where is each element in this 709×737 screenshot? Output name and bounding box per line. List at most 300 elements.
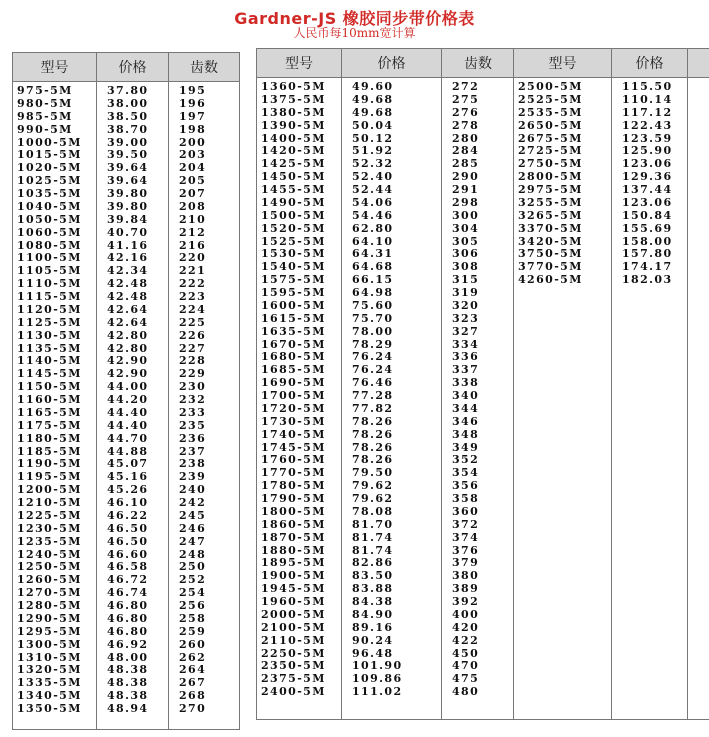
table-cell: 37.80 (107, 85, 149, 97)
table-cell: 980-5M (17, 97, 73, 110)
table-cell: 338 (452, 377, 480, 390)
table-cell: 44.88 (107, 445, 149, 458)
table-cell: 42.90 (107, 368, 149, 381)
table-cell: 51.92 (352, 145, 394, 158)
table-cell: 1680-5M (261, 351, 326, 364)
table-cell: 239 (179, 471, 207, 484)
header-model: 型号 (514, 49, 612, 77)
table-cell: 1870-5M (261, 531, 326, 544)
table-cell: 78.29 (352, 338, 394, 351)
table-cell: 2525-5M (518, 93, 583, 106)
table-cell: 480 (452, 686, 480, 699)
table-cell: 450 (452, 647, 480, 660)
table-cell: 230 (179, 381, 207, 394)
table-cell: 1455-5M (261, 184, 326, 196)
table-cell: 232 (179, 394, 207, 406)
table-cell: 360 (452, 505, 480, 518)
table-cell: 90.24 (352, 634, 394, 647)
table-cell: 49.68 (352, 93, 394, 106)
table-cell: 38.50 (107, 110, 149, 123)
table-cell: 210 (179, 213, 207, 226)
table-cell: 48.38 (107, 677, 149, 690)
table-cell: 39.80 (107, 188, 149, 200)
table-cell: 1520-5M (261, 222, 326, 235)
table-cell: 226 (179, 329, 207, 342)
table-cell: 224 (179, 303, 207, 316)
table-cell: 3265-5M (518, 209, 583, 222)
table-cell: 109.86 (352, 673, 403, 686)
table-cell: 123.06 (622, 158, 673, 171)
table-cell: 52.32 (352, 158, 394, 171)
table-cell: 1745-5M (261, 441, 326, 454)
table-cell: 1595-5M (261, 287, 326, 299)
table-cell: 1130-5M (17, 329, 82, 342)
table-cell: 1635-5M (261, 325, 326, 338)
table-cell: 42.90 (107, 355, 149, 368)
table-cell: 82.86 (352, 557, 394, 570)
table-cell: 990-5M (17, 123, 73, 136)
table-cell: 1260-5M (17, 574, 82, 587)
table-cell: 2350-5M (261, 660, 326, 673)
table-cell: 41.16 (107, 239, 149, 252)
table-cell: 275 (452, 93, 480, 106)
table-cell: 155.69 (622, 222, 673, 235)
table-cell: 174.17 (622, 261, 673, 274)
table-cell: 304 (452, 222, 480, 235)
table-cell: 48.94 (107, 703, 149, 715)
table-cell: 39.50 (107, 149, 149, 162)
table-cell: 1110-5M (17, 278, 82, 291)
table-cell: 52.44 (352, 184, 394, 196)
table-cell: 203 (179, 149, 207, 162)
table-cell: 229 (179, 368, 207, 381)
table-cell: 1780-5M (261, 480, 326, 493)
table-cell: 42.64 (107, 316, 149, 329)
table-cell: 240 (179, 484, 207, 497)
table-cell: 1105-5M (17, 265, 82, 278)
table-cell: 46.50 (107, 535, 149, 548)
table-cell: 44.40 (107, 406, 149, 419)
table-cell: 46.80 (107, 600, 149, 612)
table-cell: 40.70 (107, 226, 149, 239)
table-cell: 223 (179, 291, 207, 303)
table-cell: 1720-5M (261, 402, 326, 415)
table-cell: 284 (452, 145, 480, 158)
table-cell: 268 (179, 690, 207, 703)
teeth-column (442, 78, 514, 719)
table-cell: 1400-5M (261, 132, 326, 145)
table-cell: 1240-5M (17, 548, 82, 561)
price-table-2 (256, 48, 515, 720)
teeth-column (169, 82, 239, 729)
table-cell: 1945-5M (261, 583, 326, 596)
table-cell: 334 (452, 338, 480, 351)
table-cell: 327 (452, 325, 480, 338)
table-cell: 1015-5M (17, 149, 82, 162)
table-cell: 2750-5M (518, 158, 583, 171)
table-cell: 2650-5M (518, 119, 583, 132)
table-cell: 137.44 (622, 184, 673, 196)
table-cell: 54.46 (352, 209, 394, 222)
table-cell: 44.40 (107, 419, 149, 432)
table-cell: 298 (452, 196, 480, 209)
table-cell: 200 (179, 136, 207, 149)
table-cell: 46.72 (107, 574, 149, 587)
table-cell: 1860-5M (261, 518, 326, 531)
table-cell: 319 (452, 287, 480, 299)
table-cell: 346 (452, 415, 480, 428)
table-cell: 38.70 (107, 123, 149, 136)
table-cell: 1700-5M (261, 390, 326, 402)
header-model: 型号 (257, 49, 342, 77)
table-cell: 975-5M (17, 85, 73, 97)
table-cell: 392 (452, 596, 480, 608)
table-cell: 1200-5M (17, 484, 82, 497)
table-cell: 246 (179, 522, 207, 535)
table-cell: 349 (452, 441, 480, 454)
header-price: 价格 (97, 53, 169, 81)
table-cell: 2725-5M (518, 145, 583, 158)
table-cell: 46.80 (107, 625, 149, 638)
table-cell: 42.64 (107, 303, 149, 316)
model-column (514, 78, 612, 719)
table-cell: 270 (179, 703, 207, 715)
table-cell: 1360-5M (261, 81, 326, 93)
table-cell: 1175-5M (17, 419, 82, 432)
table-cell: 306 (452, 248, 480, 261)
table-cell: 220 (179, 252, 207, 265)
table-cell: 1035-5M (17, 188, 82, 200)
table-cell: 242 (179, 497, 207, 509)
table-cell: 379 (452, 557, 480, 570)
table-cell: 50.04 (352, 119, 394, 132)
table-cell: 75.60 (352, 299, 394, 312)
table-cell: 3420-5M (518, 235, 583, 248)
table-cell: 323 (452, 312, 480, 325)
table-cell: 1530-5M (261, 248, 326, 261)
table-cell: 110.14 (622, 93, 673, 106)
price-table-3 (513, 48, 709, 720)
table-cell: 1000-5M (17, 136, 82, 149)
table-cell: 101.90 (352, 660, 403, 673)
table-cell: 195 (179, 85, 207, 97)
table-cell: 77.82 (352, 402, 394, 415)
table-cell: 78.26 (352, 441, 394, 454)
table-cell: 1350-5M (17, 703, 82, 715)
table-cell: 204 (179, 162, 207, 175)
table-cell: 3750-5M (518, 248, 583, 261)
table-cell: 48.38 (107, 690, 149, 703)
table-cell: 352 (452, 454, 480, 467)
table-cell: 245 (179, 509, 207, 522)
table-cell: 150.84 (622, 209, 673, 222)
table-cell: 1525-5M (261, 235, 326, 248)
table-cell: 225 (179, 316, 207, 329)
table-cell: 1180-5M (17, 432, 82, 445)
table-cell: 354 (452, 467, 480, 480)
price-table-1 (12, 52, 240, 730)
table-cell: 83.88 (352, 583, 394, 596)
table-cell: 2000-5M (261, 608, 326, 621)
table-cell: 84.38 (352, 596, 394, 608)
table-cell: 308 (452, 261, 480, 274)
table-cell: 48.00 (107, 651, 149, 664)
table-cell: 48.38 (107, 664, 149, 677)
table-cell: 1730-5M (261, 415, 326, 428)
table-cell: 1235-5M (17, 535, 82, 548)
header-model: 型号 (13, 53, 97, 81)
table-cell: 1270-5M (17, 587, 82, 600)
table-cell: 46.60 (107, 548, 149, 561)
table-cell: 1320-5M (17, 664, 82, 677)
table-cell: 89.16 (352, 621, 394, 634)
table-cell: 374 (452, 531, 480, 544)
table-cell: 262 (179, 651, 207, 664)
table-cell: 1770-5M (261, 467, 326, 480)
table-cell: 1575-5M (261, 274, 326, 287)
table-cell: 54.06 (352, 196, 394, 209)
table-cell: 260 (179, 638, 207, 651)
table-cell: 197 (179, 110, 207, 123)
table-cell: 1100-5M (17, 252, 82, 265)
table-cell: 1450-5M (261, 171, 326, 184)
table-cell: 1800-5M (261, 505, 326, 518)
table-cell: 1160-5M (17, 394, 82, 406)
table-cell: 115.50 (622, 81, 673, 93)
table-cell: 1195-5M (17, 471, 82, 484)
header-teeth: 齿数 (190, 60, 218, 76)
table-cell: 117.12 (622, 106, 673, 119)
table-cell: 256 (179, 600, 207, 612)
table-cell: 290 (452, 171, 480, 184)
table-cell: 1690-5M (261, 377, 326, 390)
table-cell: 1380-5M (261, 106, 326, 119)
table-cell: 64.31 (352, 248, 394, 261)
price-column (342, 78, 442, 719)
table-cell: 76.24 (352, 351, 394, 364)
table-cell: 1880-5M (261, 544, 326, 557)
table-cell: 1135-5M (17, 342, 82, 355)
model-column (13, 82, 97, 729)
table-cell: 1670-5M (261, 338, 326, 351)
table-cell: 216 (179, 239, 207, 252)
table-cell: 122.43 (622, 119, 673, 132)
table-cell: 81.70 (352, 518, 394, 531)
table-cell: 123.06 (622, 196, 673, 209)
table-cell: 79.62 (352, 480, 394, 493)
table-cell: 285 (452, 158, 480, 171)
table-cell: 2250-5M (261, 647, 326, 660)
table-cell: 198 (179, 123, 207, 136)
table-cell: 300 (452, 209, 480, 222)
table-cell: 212 (179, 226, 207, 239)
table-cell: 380 (452, 570, 480, 583)
table-cell: 248 (179, 548, 207, 561)
table-cell: 2800-5M (518, 171, 583, 184)
table-cell: 238 (179, 458, 207, 471)
table-cell: 264 (179, 664, 207, 677)
table-cell: 222 (179, 278, 207, 291)
table-cell: 62.80 (352, 222, 394, 235)
table-cell: 4260-5M (518, 274, 583, 287)
table-cell: 250 (179, 561, 207, 574)
table-cell: 46.22 (107, 509, 149, 522)
table-cell: 1540-5M (261, 261, 326, 274)
table-cell: 1125-5M (17, 316, 82, 329)
table-cell: 1490-5M (261, 196, 326, 209)
table-cell: 52.40 (352, 171, 394, 184)
table-cell: 221 (179, 265, 207, 278)
table-cell: 1150-5M (17, 381, 82, 394)
table-cell: 66.15 (352, 274, 394, 287)
table-cell: 1335-5M (17, 677, 82, 690)
table-cell: 49.60 (352, 81, 394, 93)
table-cell: 1020-5M (17, 162, 82, 175)
table-cell: 272 (452, 81, 480, 93)
page-title: Gardner-JS 橡胶同步带价格表 (234, 9, 475, 28)
table-cell: 1600-5M (261, 299, 326, 312)
table-cell: 1790-5M (261, 493, 326, 505)
table-cell: 420 (452, 621, 480, 634)
table-cell: 291 (452, 184, 480, 196)
table-cell: 44.70 (107, 432, 149, 445)
table-cell: 129.36 (622, 171, 673, 184)
page-subtitle: 人民币每10mm宽计算 (293, 26, 416, 40)
table-cell: 81.74 (352, 544, 394, 557)
price-column (97, 82, 169, 729)
table-cell: 2535-5M (518, 106, 583, 119)
table-cell: 1025-5M (17, 175, 82, 188)
table-cell: 78.00 (352, 325, 394, 338)
table-cell: 389 (452, 583, 480, 596)
table-cell: 315 (452, 274, 480, 287)
table-cell: 376 (452, 544, 480, 557)
table-cell: 340 (452, 390, 480, 402)
header-price: 价格 (342, 49, 442, 77)
table-cell: 158.00 (622, 235, 673, 248)
table-cell: 46.80 (107, 612, 149, 625)
table-cell: 2400-5M (261, 686, 326, 699)
table-cell: 208 (179, 200, 207, 213)
table-cell: 1295-5M (17, 625, 82, 638)
table-cell: 1740-5M (261, 428, 326, 441)
table-cell: 50.12 (352, 132, 394, 145)
table-cell: 1040-5M (17, 200, 82, 213)
table-cell: 1390-5M (261, 119, 326, 132)
table-header (514, 49, 709, 78)
table-cell: 39.64 (107, 162, 149, 175)
table-cell: 1145-5M (17, 368, 82, 381)
table-cell: 45.16 (107, 471, 149, 484)
table-cell: 75.70 (352, 312, 394, 325)
table-cell: 1375-5M (261, 93, 326, 106)
table-cell: 348 (452, 428, 480, 441)
table-cell: 81.74 (352, 531, 394, 544)
table-cell: 77.28 (352, 390, 394, 402)
table-cell: 1190-5M (17, 458, 82, 471)
table-cell: 123.59 (622, 132, 673, 145)
table-cell: 111.02 (352, 686, 403, 699)
table-cell: 64.98 (352, 287, 394, 299)
table-cell: 3770-5M (518, 261, 583, 274)
table-cell: 46.50 (107, 522, 149, 535)
table-cell: 46.74 (107, 587, 149, 600)
table-cell: 237 (179, 445, 207, 458)
table-cell: 78.26 (352, 415, 394, 428)
price-column (612, 78, 688, 719)
table-cell: 79.62 (352, 493, 394, 505)
table-cell: 39.64 (107, 175, 149, 188)
partial-column (688, 78, 709, 719)
table-cell: 1140-5M (17, 355, 82, 368)
table-cell: 1050-5M (17, 213, 82, 226)
table-cell: 305 (452, 235, 480, 248)
table-cell: 1225-5M (17, 509, 82, 522)
table-cell: 227 (179, 342, 207, 355)
table-cell: 39.84 (107, 213, 149, 226)
table-cell: 1250-5M (17, 561, 82, 574)
table-cell: 276 (452, 106, 480, 119)
table-cell: 2100-5M (261, 621, 326, 634)
table-cell: 45.07 (107, 458, 149, 471)
table-cell: 46.92 (107, 638, 149, 651)
table-cell: 64.68 (352, 261, 394, 274)
table-cell: 78.26 (352, 454, 394, 467)
table-cell: 2675-5M (518, 132, 583, 145)
table-cell: 1230-5M (17, 522, 82, 535)
table-cell: 247 (179, 535, 207, 548)
table-cell: 336 (452, 351, 480, 364)
table-cell: 46.10 (107, 497, 149, 509)
table-cell: 267 (179, 677, 207, 690)
table-cell: 1210-5M (17, 497, 82, 509)
table-cell: 64.10 (352, 235, 394, 248)
table-cell: 196 (179, 97, 207, 110)
table-cell: 76.46 (352, 377, 394, 390)
header-teeth: 齿数 (464, 56, 492, 72)
table-header (13, 53, 239, 82)
table-cell: 1080-5M (17, 239, 82, 252)
table-cell: 1500-5M (261, 209, 326, 222)
table-cell: 1895-5M (261, 557, 326, 570)
header-price: 价格 (612, 49, 688, 77)
table-cell: 83.50 (352, 570, 394, 583)
table-cell: 259 (179, 625, 207, 638)
table-cell: 42.80 (107, 329, 149, 342)
table-cell: 2110-5M (261, 634, 326, 647)
table-cell: 49.68 (352, 106, 394, 119)
table-cell: 1760-5M (261, 454, 326, 467)
table-cell: 1420-5M (261, 145, 326, 158)
table-cell: 39.00 (107, 136, 149, 149)
table-cell: 1960-5M (261, 596, 326, 608)
table-cell: 42.16 (107, 252, 149, 265)
table-cell: 337 (452, 364, 480, 377)
table-cell: 280 (452, 132, 480, 145)
table-cell: 42.34 (107, 265, 149, 278)
table-cell: 39.80 (107, 200, 149, 213)
table-cell: 3370-5M (518, 222, 583, 235)
table-cell: 356 (452, 480, 480, 493)
table-cell: 1310-5M (17, 651, 82, 664)
table-cell: 1165-5M (17, 406, 82, 419)
table-cell: 2975-5M (518, 184, 583, 196)
table-cell: 400 (452, 608, 480, 621)
table-cell: 1290-5M (17, 612, 82, 625)
table-cell: 254 (179, 587, 207, 600)
table-cell: 38.00 (107, 97, 149, 110)
table-cell: 182.03 (622, 274, 673, 287)
